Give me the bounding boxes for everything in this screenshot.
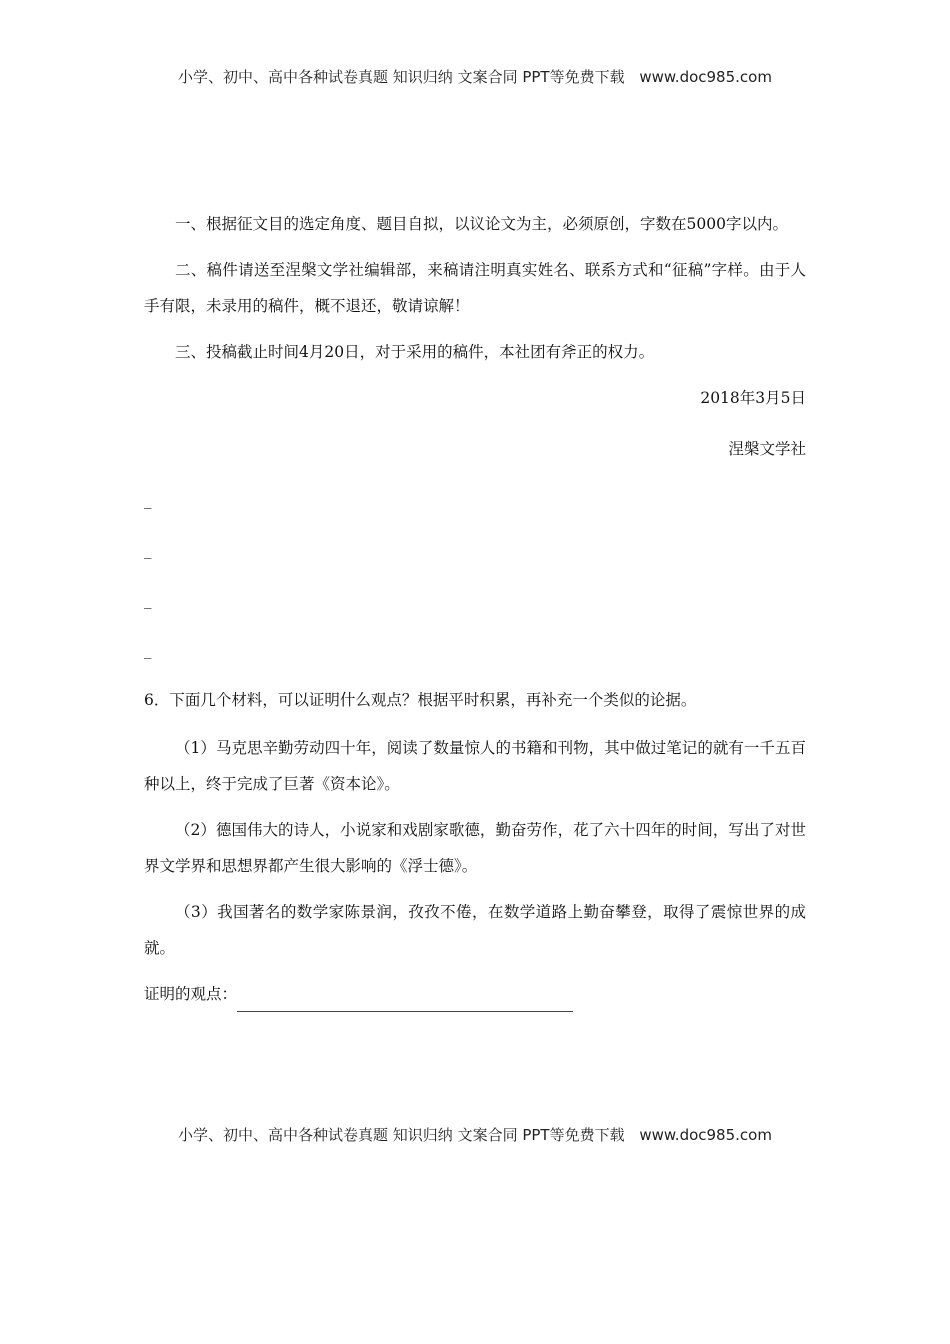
blank-line: _ <box>144 641 152 659</box>
footer-url[interactable]: www.doc985.com <box>639 1126 772 1144</box>
notice-item-2: 二、稿件请送至涅槃文学社编辑部，来稿请注明真实姓名、联系方式和“征稿”字样。由于人手有限，未录用的稿件，概不退还，敬请谅解！ <box>144 261 806 315</box>
notice-item-1: 一、根据征文目的选定角度、题目自拟，以议论文为主，必须原创，字数在5000字以内。 <box>175 215 788 233</box>
question-stem: 6．下面几个材料，可以证明什么观点？根据平时积累，再补充一个类似的论据。 <box>144 691 697 709</box>
page-header <box>0 66 950 87</box>
blank-line: _ <box>144 541 152 559</box>
notice-signature: 涅槃文学社 <box>728 440 806 458</box>
material-1: （1）马克思辛勤劳动四十年，阅读了数量惊人的书籍和刊物，其中做过笔记的就有一千五百种以上，终于完成了巨著《资本论》。 <box>144 739 806 793</box>
header-text: 小学、初中、高中各种试卷真题 知识归纳 文案合同 PPT等免费下载 <box>178 68 625 86</box>
blank-line: _ <box>144 591 152 609</box>
page-footer <box>0 1124 950 1145</box>
material-2: （2）德国伟大的诗人，小说家和戏剧家歌德，勤奋劳作，花了六十四年的时间，写出了对世界文学界和思想界都产生很大影响的《浮士德》。 <box>144 821 806 875</box>
header-url[interactable]: www.doc985.com <box>639 68 772 86</box>
answer-label: 证明的观点： <box>144 985 238 1003</box>
document-body <box>144 206 806 1022</box>
footer-text: 小学、初中、高中各种试卷真题 知识归纳 文案合同 PPT等免费下载 <box>178 1126 625 1144</box>
answer-row <box>144 976 806 1012</box>
material-3: （3）我国著名的数学家陈景润，孜孜不倦，在数学道路上勤奋攀登，取得了震惊世界的成就。 <box>144 903 806 957</box>
notice-item-3: 三、投稿截止时间4月20日，对于采用的稿件，本社团有斧正的权力。 <box>175 343 655 361</box>
notice-date: 2018年3月5日 <box>700 389 806 407</box>
blank-line: _ <box>144 491 152 509</box>
answer-blank[interactable] <box>237 991 573 1012</box>
